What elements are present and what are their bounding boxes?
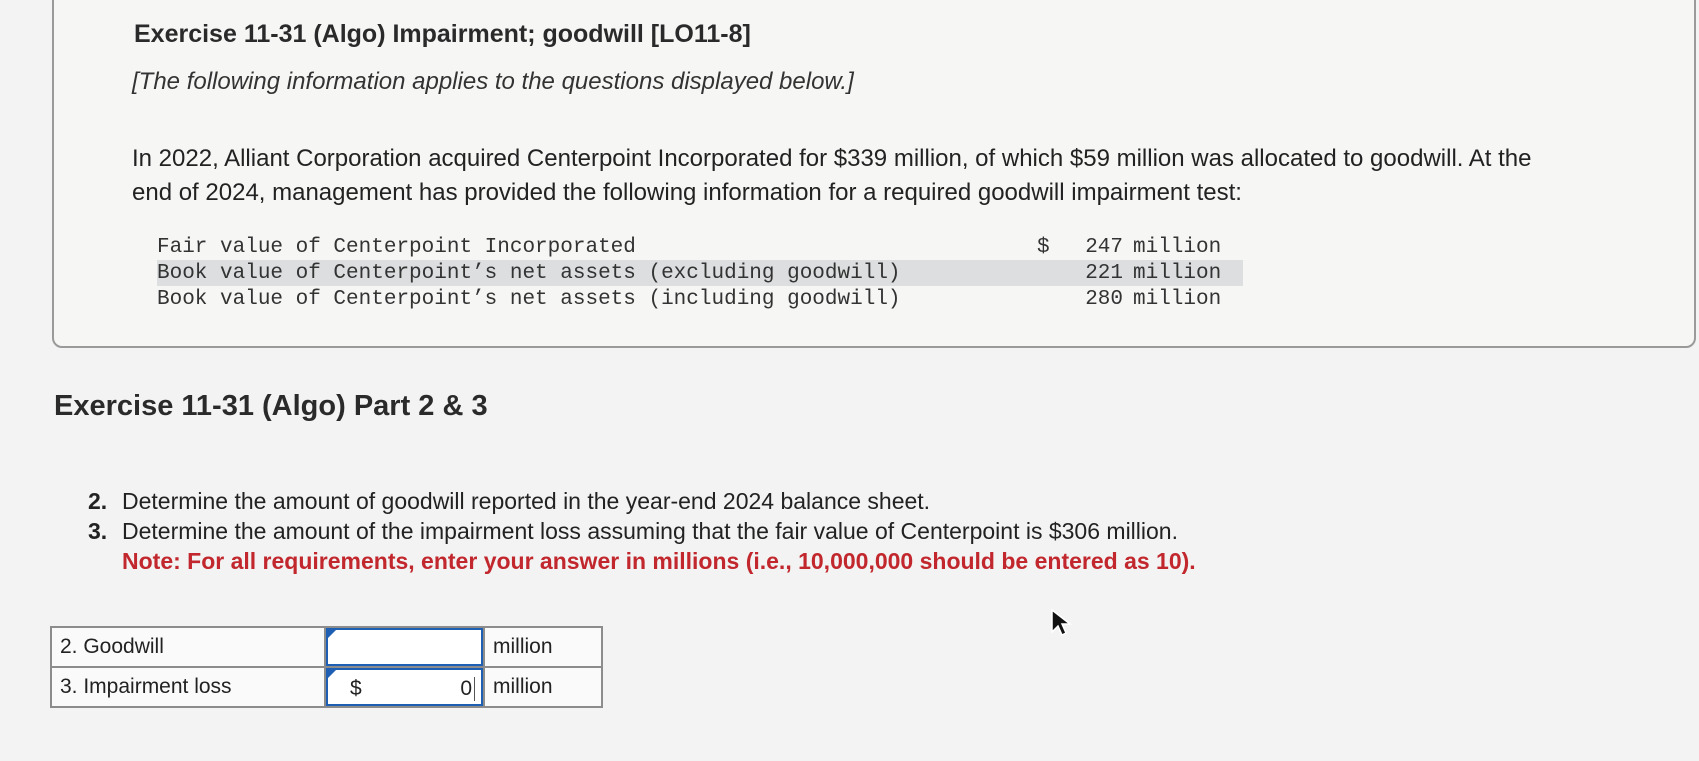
impairment-loss-input-cell[interactable] bbox=[325, 667, 484, 707]
row-label: Fair value of Centerpoint Incorporated bbox=[157, 235, 636, 259]
exercise-title: Exercise 11-31 (Algo) Impairment; goodwill [LO11-8] bbox=[134, 20, 751, 48]
requirement-text: Determine the amount of the impairment loss assuming that the fair value of Centerpoint is $306 million. bbox=[122, 518, 1178, 544]
info-subnote: [The following information applies to the questions displayed below.] bbox=[132, 68, 854, 95]
table-row bbox=[157, 260, 1243, 286]
row-label: Book value of Centerpoint’s net assets (excluding goodwill) bbox=[157, 260, 1037, 286]
answer-label: 3. Impairment loss bbox=[51, 667, 325, 707]
currency-symbol: $ bbox=[350, 677, 362, 700]
input-value: 0 bbox=[460, 677, 475, 701]
row-amount: 247 bbox=[1085, 235, 1123, 259]
requirements-list bbox=[88, 486, 1508, 576]
row-unit: million bbox=[1133, 235, 1222, 259]
unit-label: million bbox=[484, 627, 602, 667]
intro-paragraph: In 2022, Alliant Corporation acquired Centerpoint Incorporated for $339 million, of which $59 million was allocated to goodwill. At the end of 2024, management has provided the following information for a required goodwill impairment test: bbox=[132, 145, 1532, 206]
goodwill-input[interactable] bbox=[326, 628, 483, 666]
goodwill-input-cell[interactable] bbox=[325, 627, 484, 667]
row-dollar: $ bbox=[1037, 235, 1050, 259]
table-row bbox=[51, 627, 602, 667]
requirements-note: Note: For all requirements, enter your answer in millions (i.e., 10,000,000 should be entered as 10). bbox=[122, 548, 1196, 574]
table-row bbox=[51, 667, 602, 707]
requirement-text: Determine the amount of goodwill reported in the year-end 2024 balance sheet. bbox=[122, 488, 931, 514]
answer-label: 2. Goodwill bbox=[51, 627, 325, 667]
unit-label: million bbox=[484, 667, 602, 707]
requirement-number: 2. bbox=[88, 488, 108, 514]
input-flag-icon bbox=[328, 630, 336, 638]
row-unit: million bbox=[1133, 287, 1222, 311]
input-flag-icon bbox=[328, 670, 336, 678]
row-dollar bbox=[1037, 260, 1065, 286]
row-amount: 280 bbox=[1085, 287, 1123, 311]
table-row bbox=[157, 234, 1243, 260]
requirement-number: 3. bbox=[88, 518, 108, 544]
answer-table bbox=[50, 626, 603, 708]
fair-value-table bbox=[157, 234, 1243, 312]
list-item bbox=[88, 486, 1508, 516]
row-label: Book value of Centerpoint’s net assets (including goodwill) bbox=[157, 287, 901, 311]
row-dollar bbox=[1037, 286, 1065, 312]
table-row bbox=[157, 286, 1243, 312]
row-unit: million bbox=[1133, 260, 1243, 286]
mouse-pointer-icon bbox=[1050, 608, 1072, 643]
list-item bbox=[88, 516, 1508, 546]
row-amount: 221 bbox=[1065, 260, 1133, 286]
impairment-loss-input[interactable] bbox=[326, 668, 483, 706]
part-title: Exercise 11-31 (Algo) Part 2 & 3 bbox=[54, 390, 488, 422]
